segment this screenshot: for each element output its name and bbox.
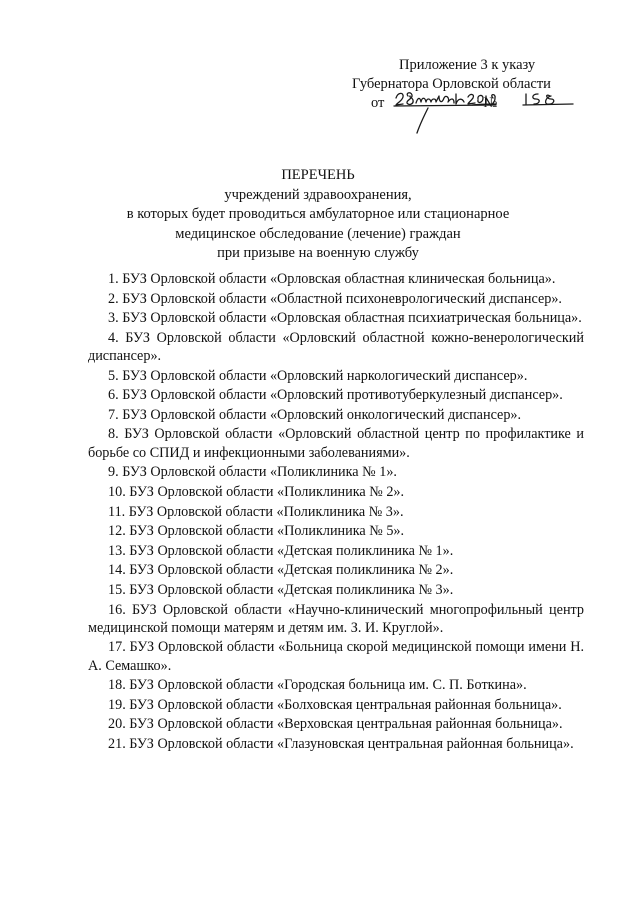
title-sub-4: при призыве на военную службу (217, 245, 419, 261)
list-item: 5. БУЗ Орловской области «Орловский наркологический диспансер». (108, 367, 528, 384)
annex-line-1: Приложение 3 к указу (399, 57, 536, 73)
list-item: 12. БУЗ Орловской области «Поликлиника № 5». (108, 523, 405, 540)
title-sub-1: учреждений здравоохранения, (224, 186, 412, 203)
institution-list (88, 270, 584, 755)
list-item: 17. БУЗ Орловской области «Больница скорой медицинской помощи имени Н. А. Семашко». (88, 639, 584, 674)
title-main: ПЕРЕЧЕНЬ (281, 167, 355, 183)
list-item: 18. БУЗ Орловской области «Городская больница им. С. П. Боткина». (108, 677, 527, 694)
number-sign: № (483, 95, 498, 111)
list-item: 10. БУЗ Орловской области «Поликлиника № 2». (108, 483, 405, 500)
handwritten-date-signature (368, 84, 588, 136)
annex-line-2: Губернатора Орловской области (352, 76, 551, 92)
list-item: 2. БУЗ Орловской области «Областной психоневрологический диспансер». (108, 290, 562, 307)
list-item: 11. БУЗ Орловской области «Поликлиника № 3». (108, 503, 404, 520)
date-prefix: от (371, 95, 385, 111)
document-title (80, 166, 556, 264)
list-item: 9. БУЗ Орловской области «Поликлиника № 1». (108, 464, 397, 481)
list-item: 20. БУЗ Орловской области «Верховская центральная районная больница». (108, 716, 563, 733)
list-item: 1. БУЗ Орловской области «Орловская областная клиническая больница». (108, 271, 556, 287)
list-item: 3. БУЗ Орловской области «Орловская областная психиатрическая больница». (108, 310, 582, 327)
list-item: 15. БУЗ Орловской области «Детская поликлиника № 3». (108, 581, 454, 598)
list-item: 6. БУЗ Орловской области «Орловский противотуберкулезный диспансер». (108, 387, 563, 404)
list-item: 16. БУЗ Орловской области «Научно-клинический многопрофильный центр медицинской помощи матерям и детям им. З. И. Круглой». (88, 601, 584, 636)
list-item: 8. БУЗ Орловской области «Орловский областной центр по профилактике и борьбе со СПИД и инфекционными заболеваниями». (88, 426, 584, 461)
list-item: 21. БУЗ Орловской области «Глазуновская центральная районная больница». (108, 736, 574, 753)
list-item: 13. БУЗ Орловской области «Детская поликлиника № 1». (108, 542, 454, 559)
list-item: 7. БУЗ Орловской области «Орловский онкологический диспансер». (108, 406, 522, 423)
list-item: 19. БУЗ Орловской области «Болховская центральная районная больница». (108, 696, 562, 713)
title-sub-2: в которых будет проводиться амбулаторное или стационарное (126, 206, 510, 222)
list-item: 4. БУЗ Орловской области «Орловский областной кожно-венерологический диспансер». (88, 329, 584, 365)
title-sub-3: медицинское обследование (лечение) граждан (175, 225, 461, 242)
list-item: 14. БУЗ Орловской области «Детская поликлиника № 2». (108, 562, 454, 579)
